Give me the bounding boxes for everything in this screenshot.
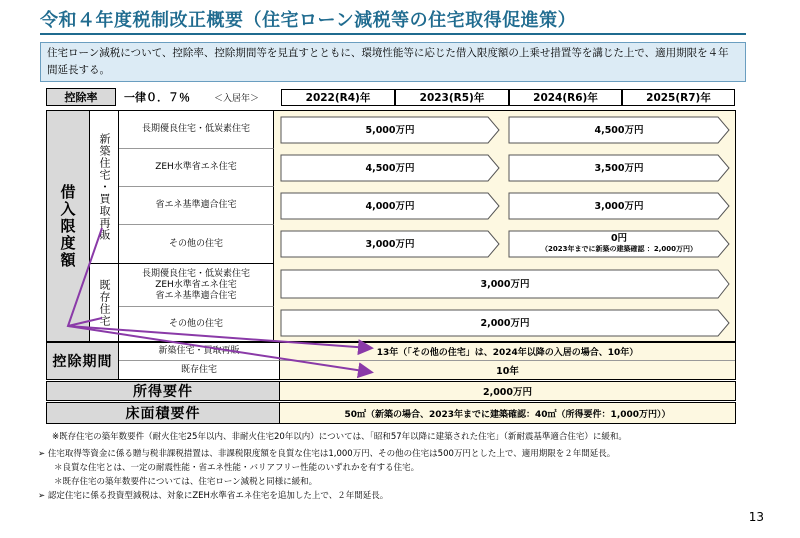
value-other-2022-2023: 3,000万円 bbox=[280, 230, 500, 258]
bullet-icon: ➢ bbox=[38, 449, 46, 459]
floor-area-value: 50㎡（新築の場合、2023年までに建築確認：40㎡（所得要件：1,000万円）） bbox=[344, 409, 671, 420]
existing-label-line: ZEH水準省エネ住宅 bbox=[155, 279, 237, 290]
page-title: 令和４年度税制改正概要（住宅ローン減税等の住宅取得促進策） bbox=[40, 10, 577, 31]
row-label-existing-other: その他の住宅 bbox=[119, 307, 274, 341]
value-zeh-2022-2023: 4,500万円 bbox=[280, 154, 500, 182]
year-header-2022: 2022(R4)年 bbox=[281, 89, 395, 106]
deduction-period-label: 控除期間 bbox=[47, 343, 119, 379]
year-header-2025: 2025(R7)年 bbox=[622, 89, 735, 106]
move-in-label: ＜入居年＞ bbox=[214, 93, 260, 104]
note-existing-relax: ＊既存住宅の築年数要件については、住宅ローン減税と同様に緩和。 bbox=[54, 477, 318, 487]
value-energy-2022-2023: 4,000万円 bbox=[280, 192, 500, 220]
value-other-2024-2025: 0円 （2023年までに新築の建築確認 ：2,000万円） bbox=[508, 230, 730, 258]
value-long-life-2024-2025: 4,500万円 bbox=[508, 116, 730, 144]
page-number: 13 bbox=[748, 510, 764, 524]
period-existing-label: 既存住宅 bbox=[119, 361, 280, 379]
year-header-2023: 2023(R5)年 bbox=[395, 89, 509, 106]
summary-box: 住宅ローン減税について、控除率、控除期間等を見直すとともに、環境性能等に応じた借入限度額の上乗せ措置等を講じた上で、適用期限を４年間延長する。 bbox=[40, 42, 746, 82]
borrowing-limit-label: 借入限度額 bbox=[47, 111, 89, 341]
note-gift-tax: ➢ 住宅取得等資金に係る贈与税非課税措置は、非課税限度額を良質な住宅は1,000万円、その他の住宅は500万円とした上で、適用期限を２年間延長。 bbox=[38, 449, 616, 459]
value-energy-2024-2025: 3,000万円 bbox=[508, 192, 730, 220]
existing-label-line: 長期優良住宅・低炭素住宅 bbox=[141, 268, 250, 279]
note-investment-tax: ➢ 認定住宅に係る投資型減税は、対象にZEH水準省エネ住宅を追加した上で、２年間延長。 bbox=[38, 491, 389, 501]
arrow-new-to-period bbox=[68, 228, 370, 348]
floor-area-label: 床面積要件 bbox=[47, 403, 280, 423]
row-label-energy: 省エネ基準適合住宅 bbox=[119, 187, 274, 225]
bullet-icon: ➢ bbox=[38, 491, 46, 501]
period-existing-value: 10年 bbox=[496, 366, 519, 377]
note-existing-age: ※既存住宅の築年数要件（耐火住宅25年以内、非耐火住宅20年以内）については、「昭和57年以降に建築された住宅」（新耐震基準適合住宅）に緩和。 bbox=[52, 432, 627, 442]
rate-value: 一律０．７％ bbox=[124, 91, 190, 104]
period-new-value: 13年（「その他の住宅」は、2024年以降の入居の場合、10年） bbox=[280, 343, 735, 361]
rate-label: 控除率 bbox=[46, 88, 116, 106]
income-label: 所得要件 bbox=[47, 382, 280, 400]
period-new-label: 新築住宅・買取再販 bbox=[119, 343, 280, 361]
row-label-zeh: ZEH水準省エネ住宅 bbox=[119, 149, 274, 187]
new-housing-label: 新築住宅・買取再販 bbox=[89, 111, 119, 263]
value-long-life-2022-2023: 5,000万円 bbox=[280, 116, 500, 144]
row-label-long-life: 長期優良住宅・低炭素住宅 bbox=[119, 111, 274, 149]
income-value: 2,000万円 bbox=[482, 387, 533, 398]
value-existing-good: 3,000万円 bbox=[280, 269, 730, 299]
value-existing-other: 2,000万円 bbox=[280, 309, 730, 337]
existing-label-line: 省エネ基準適合住宅 bbox=[155, 290, 237, 301]
note-good-housing: ＊良質な住宅とは、一定の耐震性能・省エネ性能・バリアフリー性能のいずれかを有する住宅。 bbox=[54, 463, 420, 473]
row-label-other: その他の住宅 bbox=[119, 225, 274, 263]
value-zeh-2024-2025: 3,500万円 bbox=[508, 154, 730, 182]
existing-housing-label: 既存住宅 bbox=[89, 263, 119, 341]
year-header-2024: 2024(R6)年 bbox=[509, 89, 622, 106]
other-2024-note: （2023年までに新築の建築確認 ：2,000万円） bbox=[540, 245, 698, 253]
